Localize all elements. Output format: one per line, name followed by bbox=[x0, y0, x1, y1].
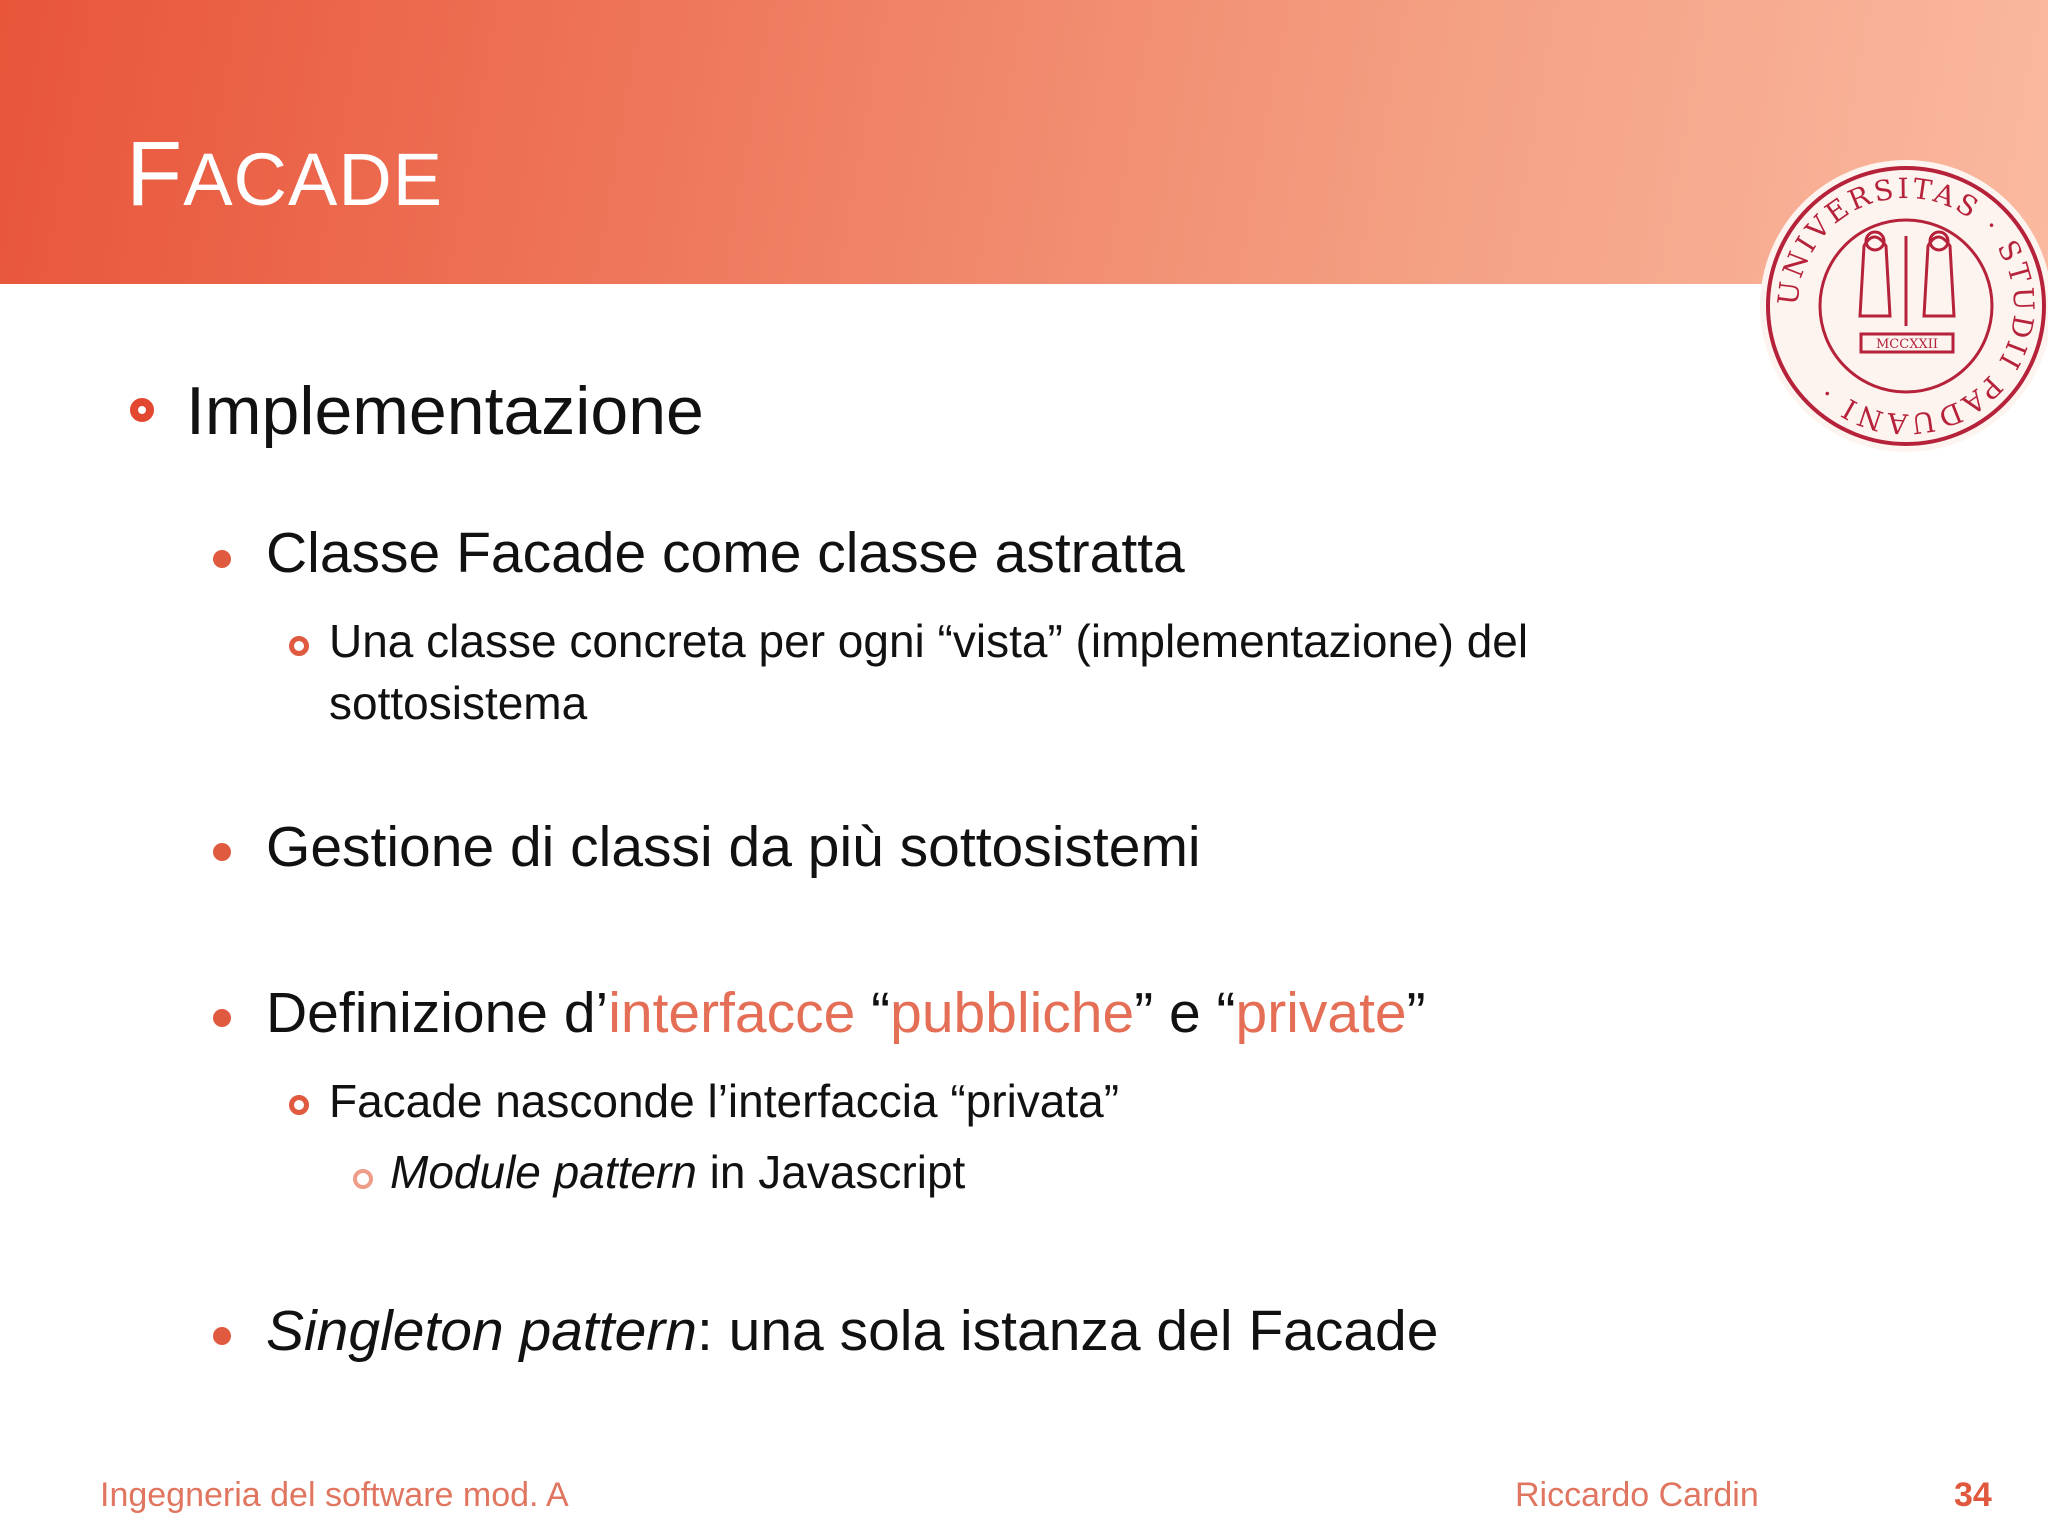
slide-title bbox=[126, 123, 444, 225]
seal-year: MCCXXII bbox=[1876, 337, 1938, 352]
item-definizione-interfacce bbox=[266, 980, 1426, 1046]
text-run: : una sola istanza del Facade bbox=[696, 1299, 1439, 1363]
subsub-bullet-ring-icon bbox=[353, 1169, 373, 1189]
text-run: in Javascript bbox=[696, 1146, 966, 1198]
university-seal-logo bbox=[1756, 156, 2048, 456]
highlight-private: private bbox=[1235, 981, 1407, 1045]
singleton-pattern-italic: Singleton pattern bbox=[266, 1299, 697, 1363]
item-singleton-pattern bbox=[266, 1298, 1438, 1364]
bullet-dot-icon bbox=[213, 1327, 231, 1345]
highlight-interfacce: interfacce bbox=[608, 981, 856, 1045]
title-initial: F bbox=[126, 123, 184, 225]
page-number: 34 bbox=[1954, 1476, 1992, 1514]
subitem-line2: sottosistema bbox=[329, 677, 588, 729]
item-classe-facade: Classe Facade come classe astratta bbox=[266, 521, 1185, 585]
text-run: Definizione d’ bbox=[266, 981, 609, 1045]
title-rest: ACADE bbox=[183, 138, 444, 221]
subitem-classe-concreta bbox=[329, 610, 1528, 734]
bullet-dot-icon bbox=[213, 1009, 231, 1027]
bullet-dot-icon bbox=[213, 843, 231, 861]
item-gestione-classi: Gestione di classi da più sottosistemi bbox=[266, 815, 1201, 879]
footer-course: Ingegneria del software mod. A bbox=[100, 1476, 569, 1514]
text-run: “ bbox=[855, 981, 891, 1045]
sub-bullet-ring-icon bbox=[289, 636, 309, 656]
footer-author: Riccardo Cardin bbox=[1515, 1476, 1759, 1514]
level1-bullet-icon bbox=[130, 398, 154, 422]
heading-implementazione: Implementazione bbox=[186, 373, 704, 449]
text-run: ” e “ bbox=[1134, 981, 1236, 1045]
subsubitem-module-pattern bbox=[390, 1145, 965, 1199]
subitem-facade-nasconde: Facade nasconde l’interfaccia “privata” bbox=[329, 1075, 1120, 1127]
seal-text: UNIVERSITAS · STUDII PADUANI · bbox=[1771, 171, 2041, 441]
subitem-line1: Una classe concreta per ogni “vista” (implementazione) del bbox=[329, 615, 1529, 667]
highlight-pubbliche: pubbliche bbox=[890, 981, 1135, 1045]
bullet-dot-icon bbox=[213, 550, 231, 568]
sub-bullet-ring-icon bbox=[289, 1095, 309, 1115]
module-pattern-italic: Module pattern bbox=[390, 1146, 697, 1198]
text-run: ” bbox=[1406, 981, 1426, 1045]
